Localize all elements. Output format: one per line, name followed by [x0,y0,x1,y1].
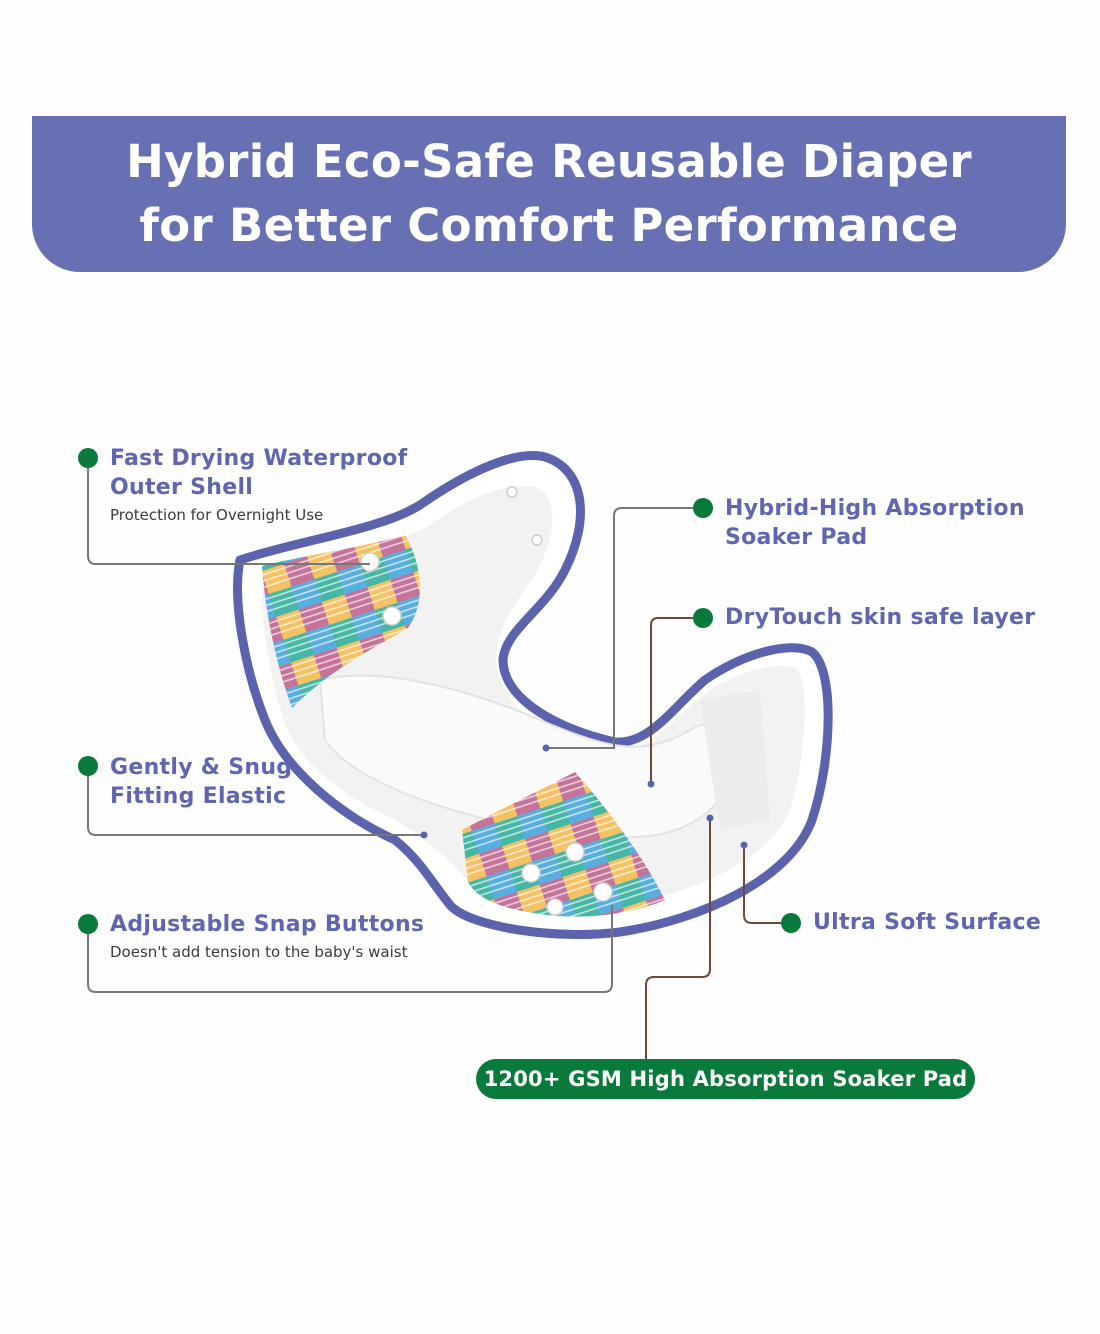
drytouch-title: DryTouch skin safe layer [725,605,1036,630]
callout-soaker-pad [725,494,1025,552]
callout-outer-shell [110,444,408,525]
soaker-pad-title-2: Soaker Pad [725,525,868,550]
callout-drytouch [725,603,1035,632]
callout-snap-buttons [110,910,424,962]
soaker-pad-title-1: Hybrid-High Absorption [725,496,1025,521]
bullet-drytouch [693,608,713,628]
snap-buttons-subtitle: Doesn't add tension to the baby's waist [110,943,408,961]
ultra-soft-title: Ultra Soft Surface [813,910,1042,935]
bullet-elastic [78,756,98,776]
callout-elastic [110,753,292,811]
title-line-2: for Better Comfort Performance [139,199,959,252]
elastic-title-2: Fitting Elastic [110,784,287,809]
elastic-title-1: Gently & Snug [110,755,293,780]
bullet-soaker-pad [693,498,713,518]
gsm-badge: 1200+ GSM High Absorption Soaker Pad [476,1059,975,1099]
callout-ultra-soft [813,908,1041,937]
snap-buttons-title: Adjustable Snap Buttons [110,912,425,937]
bullet-snap [78,914,98,934]
bullet-outer-shell [78,448,98,468]
outer-shell-subtitle: Protection for Overnight Use [110,506,324,524]
outer-shell-title-2: Outer Shell [110,475,254,500]
bullet-ultra-soft [781,913,801,933]
title-line-1: Hybrid Eco-Safe Reusable Diaper [126,135,972,188]
outer-shell-title-1: Fast Drying Waterproof [110,446,408,471]
